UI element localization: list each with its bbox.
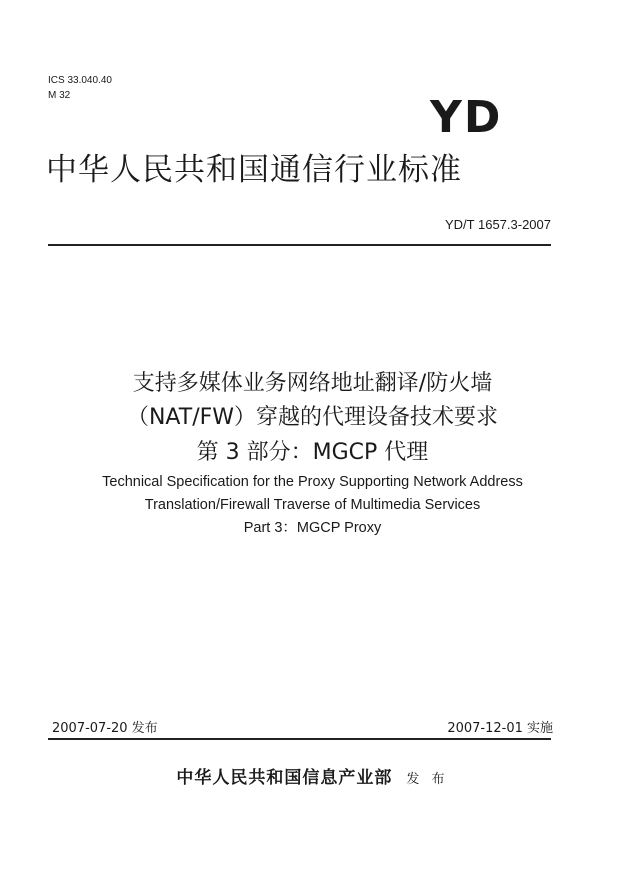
classification-codes — [48, 73, 112, 103]
standard-type-title: 中华人民共和国通信行业标准 — [46, 152, 462, 188]
issuer-name: 中华人民共和国信息产业部 — [176, 768, 393, 788]
ics-code: ICS 33.040.40 — [48, 75, 112, 86]
chinese-title-line-2: （NAT/FW）穿越的代理设备技术要求 — [126, 405, 499, 430]
bottom-divider — [48, 738, 551, 740]
category-code: M 32 — [48, 90, 71, 101]
top-divider — [48, 244, 551, 246]
issue-date: 2007-07-20 发布 — [52, 721, 158, 736]
issuer-line — [0, 763, 625, 788]
yd-logo: YD — [430, 92, 503, 143]
english-title-line-1: Technical Specification for the Proxy Supporting Network Address — [102, 474, 523, 490]
effective-date: 2007-12-01 实施 — [447, 721, 553, 736]
chinese-title-line-3: 第 3 部分：MGCP 代理 — [196, 440, 429, 465]
english-title-line-2: Translation/Firewall Traverse of Multimedia Services — [144, 497, 481, 513]
issuer-suffix: 发 布 — [406, 772, 449, 787]
english-title-line-3: Part 3：MGCP Proxy — [243, 520, 382, 536]
standard-code: YD/T 1657.3-2007 — [445, 217, 551, 232]
chinese-title-line-1: 支持多媒体业务网络地址翻译/防火墙 — [132, 371, 493, 396]
